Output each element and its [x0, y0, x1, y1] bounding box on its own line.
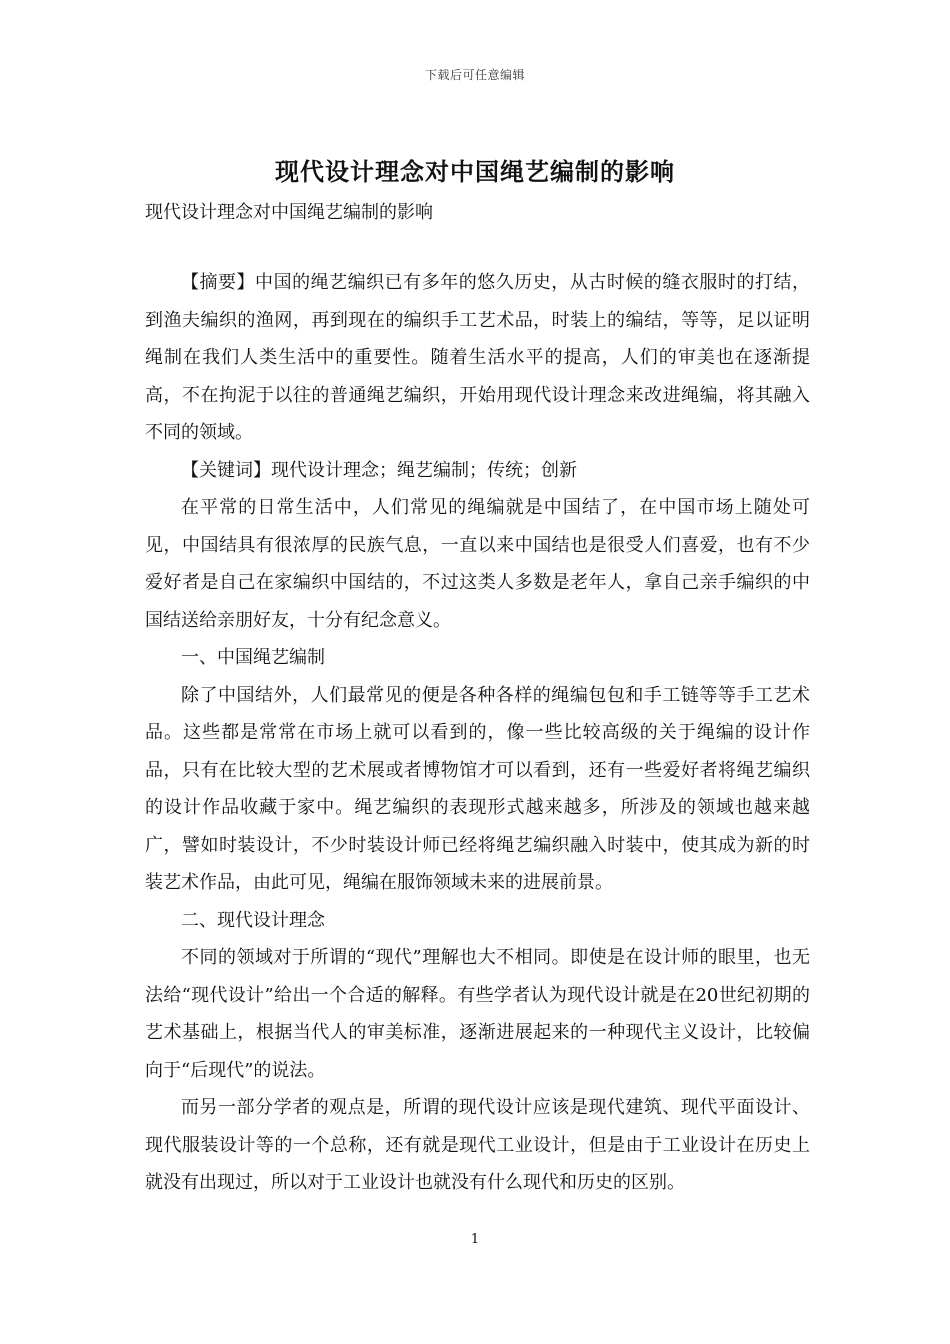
page-number: 1 [470, 1232, 480, 1247]
header-note: 下载后可任意编辑 [424, 68, 525, 82]
body-paragraph: 而另一部分学者的观点是，所谓的现代设计应该是现代建筑、现代平面设计、现代服装设计等的一个总称，还有就是现代工业设计，但是由于工业设计在历史上就没有出现过，所以对于工业设计也就没有什么现代和历史的区别。 [145, 1097, 810, 1193]
abstract-paragraph: 【摘要】中国的绳艺编织已有多年的悠久历史，从古时候的缝衣服时的打结，到渔夫编织的渔网，再到现在的编织手工艺术品，时装上的编结，等等，足以证明绳制在我们人类生活中的重要性。随着生活水平的提高，人们的审美也在逐渐提高，不在拘泥于以往的普通绳艺编织，开始用现代设计理念来改进绳编，将其融入不同的领域。 [145, 272, 810, 443]
section-heading: 二、现代设计理念 [181, 909, 325, 931]
document-subtitle: 现代设计理念对中国绳艺编制的影响 [145, 202, 433, 223]
document-title: 现代设计理念对中国绳艺编制的影响 [275, 157, 675, 186]
section-heading: 一、中国绳艺编制 [181, 647, 325, 668]
keywords-paragraph: 【关键词】现代设计理念；绳艺编制；传统；创新 [181, 459, 577, 481]
document-body [145, 264, 810, 1202]
body-paragraph: 不同的领域对于所谓的“现代”理解也大不相同。即使是在设计师的眼里，也无法给“现代设计”给出一个合适的解释。有些学者认为现代设计就是在20世纪初期的艺术基础上，根据当代人的审美标准，逐渐进展起来的一种现代主义设计，比较偏向于“后现代”的说法。 [145, 947, 810, 1081]
body-paragraph: 在平常的日常生活中，人们常见的绳编就是中国结了，在中国市场上随处可见，中国结具有很浓厚的民族气息，一直以来中国结也是很受人们喜爱，也有不少爱好者是自己在家编织中国结的，不过这类人多数是老年人，拿自己亲手编织的中国结送给亲朋好友，十分有纪念意义。 [145, 497, 810, 631]
body-paragraph: 除了中国结外，人们最常见的便是各种各样的绳编包包和手工链等等手工艺术品。这些都是常常在市场上就可以看到的，像一些比较高级的关于绳编的设计作品，只有在比较大型的艺术展或者博物馆才可以看到，还有一些爱好者将绳艺编织的设计作品收藏于家中。绳艺编织的表现形式越来越多，所涉及的领域也越来越广，譬如时装设计，不少时装设计师已经将绳艺编织融入时装中，使其成为新的时装艺术作品，由此可见，绳编在服饰领域未来的进展前景。 [145, 684, 810, 893]
